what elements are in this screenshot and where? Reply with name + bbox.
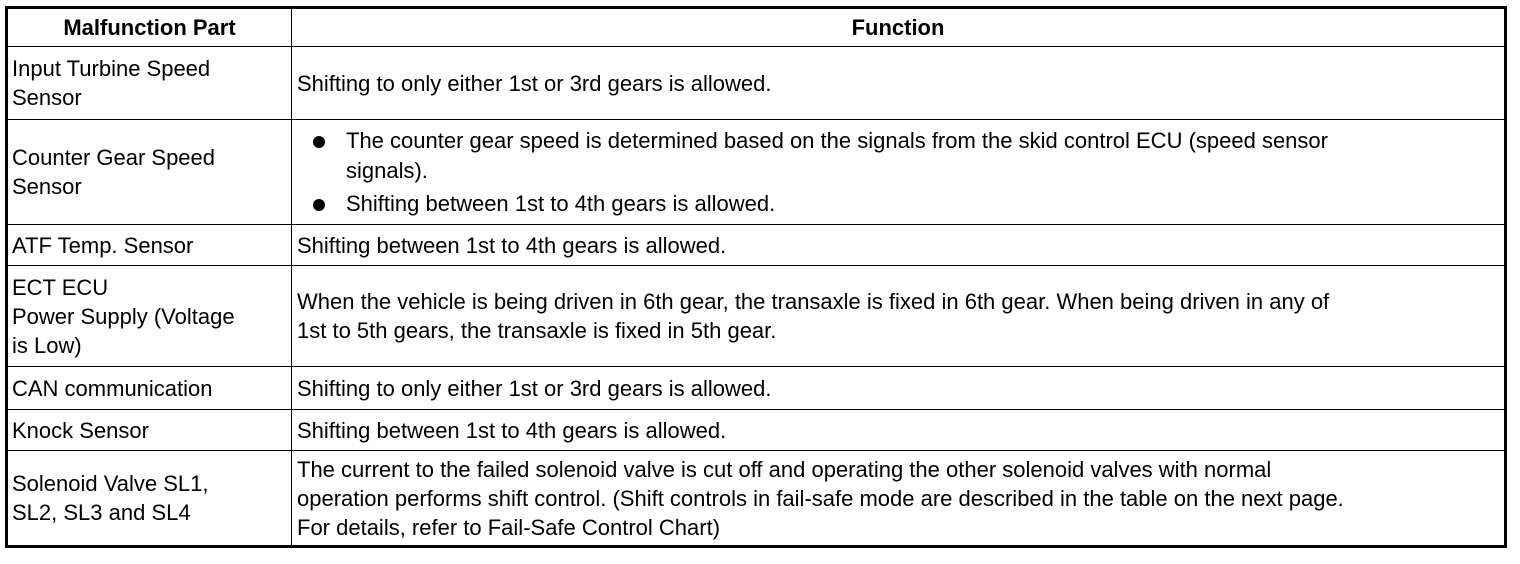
part-text-line: Sensor [12,85,82,110]
function-cell [292,367,1505,410]
header-malfunction-part: Malfunction Part [8,9,292,47]
table-row [8,266,1505,367]
malfunction-part-cell [8,451,292,546]
function-text-line: 1st to 5th gears, the transaxle is fixed in 5th gear. [297,318,777,343]
function-text-line: When the vehicle is being driven in 6th gear, the transaxle is fixed in 6th gear. When being driven in any of [297,289,1330,314]
table-row [8,47,1505,120]
function-cell [292,451,1505,546]
header-function: Function [292,9,1505,47]
function-text-line: Shifting between 1st to 4th gears is allowed. [297,417,727,443]
function-cell [292,47,1505,120]
table-row [8,225,1505,266]
function-cell [292,410,1505,451]
bullet-item [313,126,1498,186]
part-text-line: ATF Temp. Sensor [12,232,194,258]
part-text-line: Knock Sensor [12,417,149,443]
table-row [8,120,1505,225]
part-text-line: Power Supply (Voltage [12,303,235,329]
bullet-text-line: Shifting between 1st to 4th gears is allowed. [346,190,776,216]
part-text-line: SL2, SL3 and SL4 [12,500,191,525]
bullet-text-line: The counter gear speed is determined based on the signals from the skid control ECU (speed sensor [346,127,1328,153]
fail-safe-table [7,8,1505,546]
function-cell [292,225,1505,266]
part-text-line: ECT ECU [12,274,109,300]
bullet-item [313,189,1498,219]
function-cell [292,266,1505,367]
part-text-line: CAN communication [12,375,213,401]
malfunction-part-cell [8,367,292,410]
function-text-line: The current to the failed solenoid valve is cut off and operating the other solenoid valves with normal [297,456,1272,482]
malfunction-part-cell [8,225,292,266]
function-text-line: operation performs shift control. (Shift controls in fail-safe mode are described in the table on the next page. [297,485,1344,511]
malfunction-part-cell [8,410,292,451]
table-row [8,367,1505,410]
malfunction-part-cell [8,47,292,120]
table-row [8,410,1505,451]
bullet-dot-icon [313,199,325,211]
function-text-line: Shifting to only either 1st or 3rd gears is allowed. [297,70,772,96]
bullet-text-line: signals). [346,157,428,183]
fail-safe-table-container [5,6,1507,548]
table-row [8,451,1505,546]
malfunction-part-cell [8,266,292,367]
header-row [8,9,1505,47]
part-text-line: Input Turbine Speed [12,56,211,81]
bullet-list [297,126,1498,219]
function-text-line: For details, refer to Fail-Safe Control Chart) [297,514,721,540]
function-text-line: Shifting to only either 1st or 3rd gears is allowed. [297,375,772,401]
function-cell [292,120,1505,225]
function-text-line: Shifting between 1st to 4th gears is allowed. [297,232,727,258]
part-text-line: is Low) [12,332,82,358]
part-text-line: Solenoid Valve SL1, [12,471,209,496]
part-text-line: Counter Gear Speed [12,145,216,170]
bullet-dot-icon [313,136,325,148]
part-text-line: Sensor [12,174,82,199]
malfunction-part-cell [8,120,292,225]
